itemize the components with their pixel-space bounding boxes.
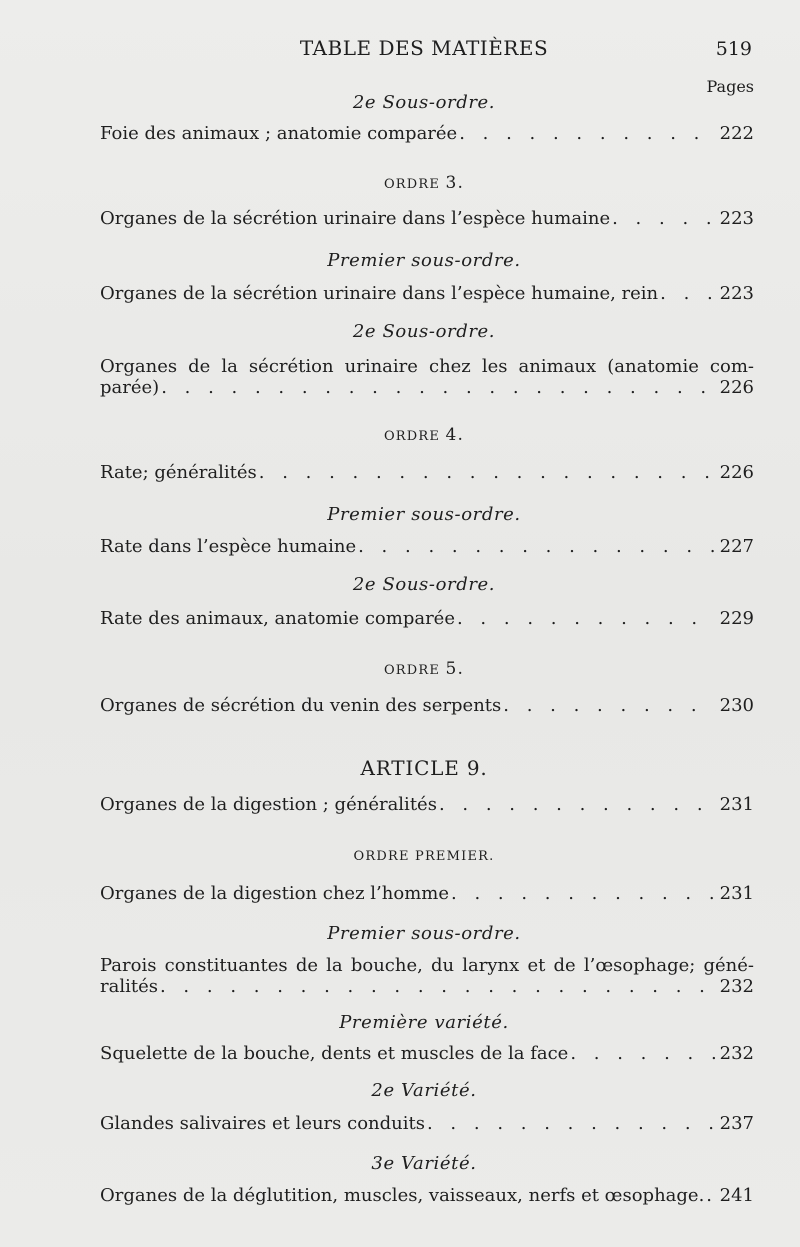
entry-page: 223 <box>719 208 754 229</box>
toc-entry-multiline[interactable] <box>100 356 754 398</box>
entry-page: 230 <box>719 695 754 716</box>
entry-page: 232 <box>719 976 754 997</box>
entry-title-line1: Parois constituantes de la bouche, du larynx et de l’œsophage; géné- <box>100 955 754 976</box>
entry-title: Glandes salivaires et leurs conduits <box>100 1113 425 1134</box>
subsection-heading: 3e Variété. <box>371 1153 477 1174</box>
toc-entry[interactable] <box>100 1185 754 1206</box>
ordre-heading: ORDRE 4. <box>383 425 465 445</box>
leader-dots <box>503 695 715 716</box>
entry-title: Rate; généralités <box>100 462 257 483</box>
ordre-heading: ORDRE 3. <box>383 173 465 193</box>
subsection-heading: Première variété. <box>339 1012 509 1033</box>
entry-title: Organes de la sécrétion urinaire dans l’espèce humaine <box>100 208 611 229</box>
leader-dots <box>612 208 716 229</box>
entry-title: Foie des animaux ; anatomie comparée <box>100 123 458 144</box>
toc-entry[interactable] <box>100 123 754 144</box>
toc-entry[interactable] <box>100 462 754 483</box>
entry-title: Organes de la sécrétion urinaire dans l’espèce humaine, rein <box>100 283 659 304</box>
entry-page: 226 <box>719 462 754 483</box>
subsection-heading: 2e Variété. <box>371 1080 477 1101</box>
leader-dots <box>706 1185 715 1206</box>
leader-dots <box>259 462 716 483</box>
toc-entry[interactable] <box>100 883 754 904</box>
toc-entry[interactable] <box>100 794 754 815</box>
subsection-heading: Premier sous-ordre. <box>327 504 521 525</box>
entry-title: Organes de sécrétion du venin des serpents <box>100 695 502 716</box>
pages-column-label: Pages <box>706 77 754 96</box>
leader-dots <box>358 536 716 557</box>
entry-page: 232 <box>719 1043 754 1064</box>
toc-entry-multiline[interactable] <box>100 955 754 997</box>
entry-page: 223 <box>719 283 754 304</box>
leader-dots <box>439 794 716 815</box>
entry-page: 229 <box>719 608 754 629</box>
toc-entry[interactable] <box>100 283 754 304</box>
leader-dots <box>161 377 715 398</box>
subsection-heading: Premier sous-ordre. <box>327 923 521 944</box>
toc-entry[interactable] <box>100 1043 754 1064</box>
article-heading: ARTICLE 9. <box>360 756 488 780</box>
toc-entry[interactable] <box>100 208 754 229</box>
leader-dots <box>457 608 716 629</box>
subsection-heading: 2e Sous-ordre. <box>352 574 496 595</box>
ordre-heading: ORDRE PREMIER. <box>353 849 495 864</box>
entry-page: 222 <box>719 123 754 144</box>
leader-dots <box>451 883 716 904</box>
leader-dots <box>570 1043 715 1064</box>
entry-title: Organes de la digestion chez l’homme <box>100 883 449 904</box>
entry-title: Organes de la déglutition, muscles, vaisseaux, nerfs et œsophage. <box>100 1185 705 1206</box>
entry-title: Organes de la digestion ; généralités <box>100 794 437 815</box>
entry-title-line2: parée) <box>100 377 160 398</box>
entry-page: 241 <box>719 1185 754 1206</box>
entry-page: 237 <box>719 1113 754 1134</box>
entry-title-line1: Organes de la sécrétion urinaire chez les animaux (anatomie com- <box>100 356 754 377</box>
leader-dots <box>160 976 716 997</box>
entry-title: Squelette de la bouche, dents et muscles de la face <box>100 1043 569 1064</box>
entry-title-line2: ralités <box>100 976 158 997</box>
entry-line2 <box>100 377 754 398</box>
subsection-heading: 2e Sous-ordre. <box>352 92 496 113</box>
leader-dots <box>660 283 715 304</box>
toc-entry[interactable] <box>100 1113 754 1134</box>
ordre-heading: ORDRE 5. <box>383 659 465 679</box>
leader-dots <box>459 123 715 144</box>
toc-entry[interactable] <box>100 536 754 557</box>
toc-entry[interactable] <box>100 608 754 629</box>
leader-dots <box>427 1113 716 1134</box>
toc-entry[interactable] <box>100 695 754 716</box>
entry-page: 231 <box>719 883 754 904</box>
entry-page: 226 <box>719 377 754 398</box>
subsection-heading: Premier sous-ordre. <box>327 250 521 271</box>
page-number: 519 <box>715 38 752 60</box>
running-title: TABLE DES MATIÈRES <box>299 36 549 60</box>
entry-line2 <box>100 976 754 997</box>
entry-page: 227 <box>719 536 754 557</box>
entry-title: Rate dans l’espèce humaine <box>100 536 357 557</box>
entry-title: Rate des animaux, anatomie comparée <box>100 608 455 629</box>
entry-page: 231 <box>719 794 754 815</box>
subsection-heading: 2e Sous-ordre. <box>352 321 496 342</box>
